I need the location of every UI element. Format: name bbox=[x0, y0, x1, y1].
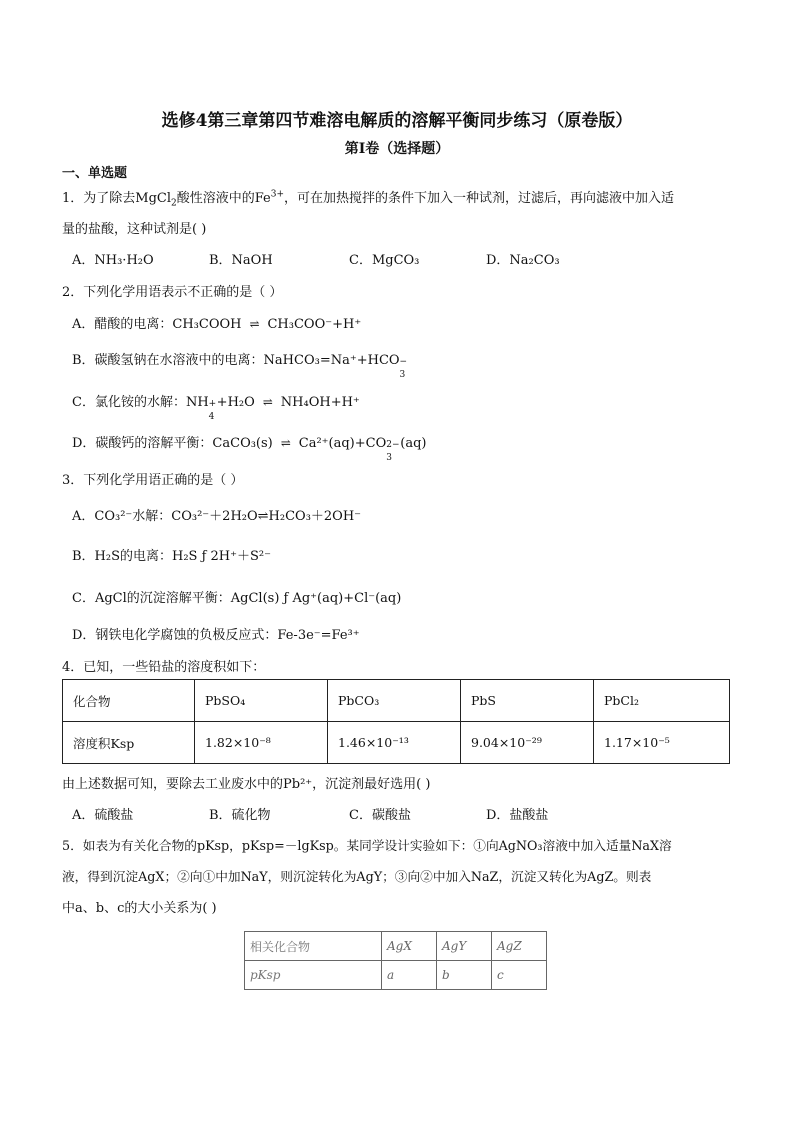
lead-salt-ksp-table bbox=[62, 679, 730, 764]
q1-stem-line2: 量的盐酸，这种试剂是( ) bbox=[62, 222, 207, 237]
equilibrium-arrow-icon: ⇌ bbox=[262, 395, 273, 409]
table-cell: pKsp bbox=[245, 961, 382, 990]
q5-stem-line3: 中a、b、c的大小关系为( ) bbox=[62, 901, 217, 916]
table-cell: 1.46×10⁻¹³ bbox=[328, 722, 461, 764]
q2-option-c: C．氯化铵的水解：NH + 4 +H₂O ⇌ NH₄OH+H⁺ bbox=[72, 395, 360, 422]
table-cell: 1.17×10⁻⁵ bbox=[594, 722, 730, 764]
table-cell: c bbox=[492, 961, 547, 990]
page-title: 选修4第三章第四节难溶电解质的溶解平衡同步练习（原卷版） bbox=[161, 111, 633, 131]
equilibrium-arrow-icon: ⇌ bbox=[249, 317, 260, 331]
table-cell: 化合物 bbox=[63, 680, 195, 722]
q3-stem: 3．下列化学用语正确的是（ ） bbox=[62, 473, 244, 488]
q2-option-d: D．碳酸钙的溶解平衡：CaCO₃(s) ⇌ Ca²⁺(aq)+CO 2− 3 (aq) bbox=[72, 436, 427, 463]
table-row bbox=[63, 722, 730, 764]
table-cell: 9.04×10⁻²⁹ bbox=[461, 722, 594, 764]
equilibrium-arrow-icon: ⇌ bbox=[280, 436, 291, 450]
q2-option-b: B．碳酸氢钠在水溶液中的电离：NaHCO₃=Na⁺+HCO − 3 bbox=[72, 353, 408, 380]
table-cell: PbSO₄ bbox=[195, 680, 328, 722]
page-subtitle: 第I卷（选择题） bbox=[344, 141, 450, 157]
q2-option-a: A．醋酸的电离：CH₃COOH ⇌ CH₃COO⁻+H⁺ bbox=[72, 317, 362, 332]
table-cell: b bbox=[437, 961, 492, 990]
q1-option-d: D．Na₂CO₃ bbox=[486, 253, 560, 268]
q4-stem: 4．已知，一些铅盐的溶度积如下： bbox=[62, 660, 266, 675]
q3-option-b: B．H₂S的电离：H₂S ƒ 2H⁺＋S²⁻ bbox=[72, 549, 271, 564]
section-heading: 一、单选题 bbox=[62, 166, 128, 181]
q4-option-d: D．盐酸盐 bbox=[486, 808, 549, 823]
q4-question-line: 由上述数据可知，要除去工业废水中的Pb²⁺，沉淀剂最好选用( ) bbox=[62, 777, 431, 792]
q4-option-a: A．硫酸盐 bbox=[72, 808, 134, 823]
q1-option-b: B．NaOH bbox=[209, 253, 273, 268]
q2-stem: 2．下列化学用语表示不正确的是（ ） bbox=[62, 285, 283, 300]
table-cell: AgX bbox=[382, 932, 437, 961]
q3-option-d: D．钢铁电化学腐蚀的负极反应式：Fe-3e⁻=Fe³⁺ bbox=[72, 628, 360, 643]
table-cell: 1.82×10⁻⁸ bbox=[195, 722, 328, 764]
q3-option-a: A．CO₃²⁻水解：CO₃²⁻＋2H₂O⇌H₂CO₃＋2OH⁻ bbox=[72, 509, 362, 524]
table-cell: 溶度积Ksp bbox=[63, 722, 195, 764]
q5-stem-line1: 5．如表为有关化合物的pKsp，pKsp=－lgKsp。某同学设计实验如下：①向AgNO₃溶液中加入适量NaX溶 bbox=[62, 838, 672, 853]
table-cell: a bbox=[382, 961, 437, 990]
pksp-table bbox=[244, 931, 547, 990]
q5-stem-line2: 液，得到沉淀AgX；②向①中加NaY，则沉淀转化为AgY；③向②中加入NaZ，沉淀又转化为AgZ。则表 bbox=[62, 869, 652, 884]
table-cell: AgY bbox=[437, 932, 492, 961]
q4-option-c: C．碳酸盐 bbox=[349, 808, 411, 823]
table-row bbox=[245, 932, 547, 961]
q3-option-c: C．AgCl的沉淀溶解平衡：AgCl(s) ƒ Ag⁺(aq)+Cl⁻(aq) bbox=[72, 591, 402, 606]
table-row bbox=[245, 961, 547, 990]
table-cell: PbS bbox=[461, 680, 594, 722]
table-row bbox=[63, 680, 730, 722]
table-cell: PbCO₃ bbox=[328, 680, 461, 722]
table-cell: 相关化合物 bbox=[245, 932, 382, 961]
table-cell: PbCl₂ bbox=[594, 680, 730, 722]
q4-option-b: B．硫化物 bbox=[209, 808, 271, 823]
q1-option-a: A．NH₃·H₂O bbox=[72, 253, 154, 268]
table-cell: AgZ bbox=[492, 932, 547, 961]
q1-option-c: C．MgCO₃ bbox=[349, 253, 420, 268]
q1-stem-line1: 1．为了除去MgCl$_2$酸性溶液中的$Fe^{3+}$，可在加热搅拌的条件下加入一种试剂，过滤后，再向滤液中加入适 bbox=[62, 189, 675, 209]
